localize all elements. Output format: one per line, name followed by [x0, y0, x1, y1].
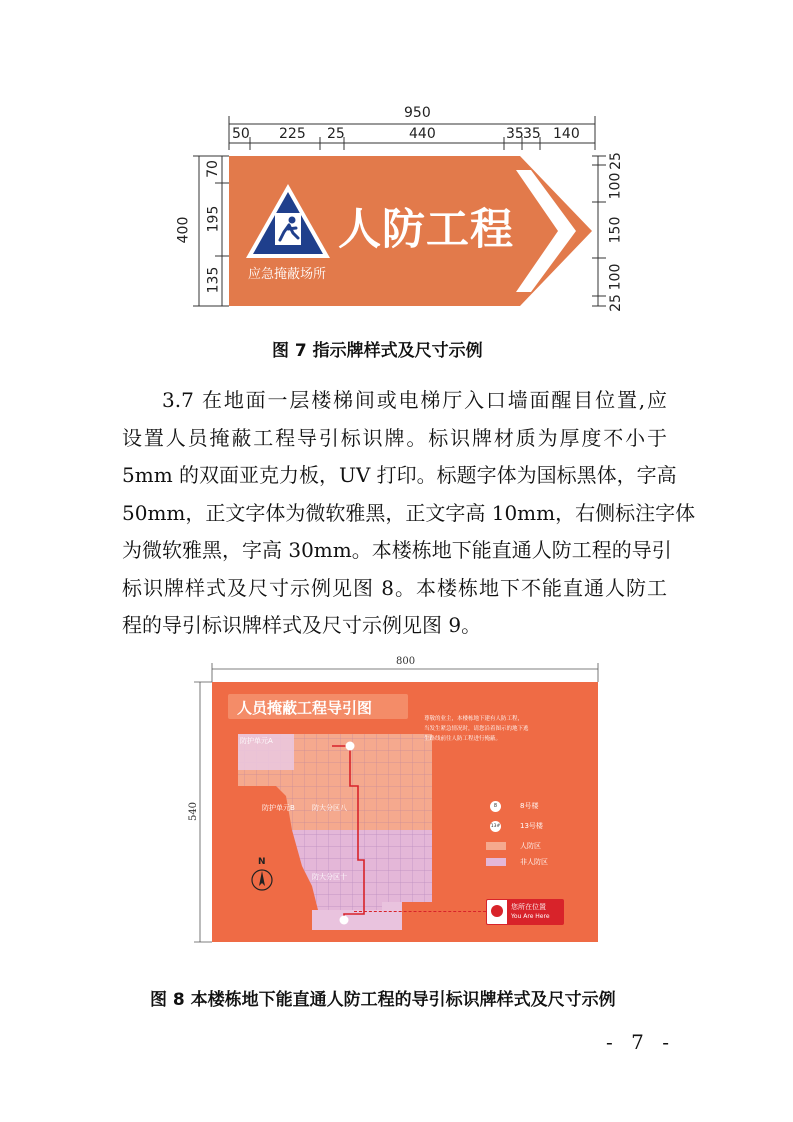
zone-label-1: 防护单元B [262, 804, 295, 812]
dim-right-1: 25 [607, 152, 624, 170]
legend-label-noncivil: 非人防区 [520, 858, 548, 866]
dim-top-6: 35 [523, 126, 541, 142]
dim-top-5: 35 [506, 126, 524, 142]
dim-top-4: 440 [409, 126, 436, 142]
dim-right-4: 100 [607, 263, 624, 291]
dim-top-7: 140 [553, 126, 580, 142]
badge-13-icon: 13# [490, 821, 501, 832]
paragraph-line-5: 为微软雅黑，字高 30mm。本楼栋地下能直通人防工程的导引 [122, 538, 672, 562]
paragraph-line-1: 3.7 在地面一层楼梯间或电梯厅入口墙面醒目位置,应 [162, 388, 667, 412]
dim-top-1: 50 [232, 126, 250, 142]
you-are-here-cn: 您所在位置 [511, 903, 546, 911]
dim-left-2: 195 [205, 205, 222, 233]
legend-item-8 [490, 800, 590, 820]
dim-right-2: 100 [607, 172, 624, 200]
north-label: N [258, 857, 266, 867]
paragraph-line-3: 5mm 的双面亚克力板，UV 打印。标题字体为国标黑体，字高 [122, 463, 677, 487]
zone-label-3: 防大分区十 [312, 873, 347, 881]
page-number: - 7 - [606, 1030, 675, 1054]
you-are-here-badge [486, 899, 564, 925]
sign-subtitle: 应急掩蔽场所 [248, 267, 327, 282]
paragraph-line-7: 程的导引标识牌样式及尺寸示例见图 9。 [122, 613, 482, 637]
paragraph-line-6: 标识牌样式及尺寸示例见图 8。本楼栋地下不能直通人防工 [122, 575, 667, 600]
you-are-here-leader [354, 911, 486, 912]
figure-7-caption: 图 7 指示牌样式及尺寸示例 [272, 341, 483, 361]
notice-line-2: 当发生紧急情况时，请您沿着图示的地下逃 [424, 726, 529, 732]
paragraph-line-4: 50mm，正文字体为微软雅黑，正文字高 10mm，右侧标注字体 [122, 500, 696, 525]
guide-notice [424, 714, 596, 744]
legend [490, 800, 590, 872]
zone-label-2: 防大分区八 [312, 804, 347, 812]
legend-item-noncivil [490, 856, 590, 872]
dim-top-3: 25 [327, 126, 345, 142]
floor-plan-map [232, 726, 442, 936]
sign-title: 人防工程 [338, 205, 514, 255]
guide-title-banner [228, 694, 408, 719]
paragraph-line-2: 设置人员掩蔽工程导引标识牌。标识牌材质为厚度不小于 [122, 425, 667, 450]
dim-right-3: 150 [607, 216, 624, 244]
dim-left-1: 70 [204, 160, 221, 178]
notice-line-3: 生路线前往人防工程进行掩蔽。 [424, 736, 502, 742]
legend-label-8: 8号楼 [520, 802, 539, 810]
swatch-noncivil-icon [486, 858, 506, 866]
notice-line-1: 尊敬的业主，本楼栋地下建有人防工程， [424, 716, 524, 722]
swatch-civil-icon [486, 842, 506, 850]
legend-item-civil [490, 840, 590, 856]
guide-title: 人员掩蔽工程导引图 [237, 699, 373, 717]
you-are-here-en: You Are Here [511, 913, 550, 920]
legend-item-13 [490, 820, 590, 840]
dim-height-540: 540 [188, 801, 200, 822]
dim-top-2: 225 [279, 126, 306, 142]
location-pin-icon [491, 905, 503, 917]
legend-label-13: 13号楼 [520, 822, 543, 830]
guide-board [212, 682, 598, 942]
zone-label-4: 防护单元A [240, 737, 273, 745]
dim-width-800: 800 [396, 656, 416, 667]
dim-left-total: 400 [175, 216, 192, 244]
figure-8-caption: 图 8 本楼栋地下能直通人防工程的导引标识牌样式及尺寸示例 [150, 990, 616, 1010]
compass-icon [250, 868, 274, 892]
dim-left-3: 135 [205, 266, 222, 294]
dim-total-width: 950 [404, 105, 431, 121]
legend-label-civil: 人防区 [520, 842, 541, 850]
dim-right-5: 25 [607, 294, 624, 312]
badge-8-icon: 8 [490, 801, 501, 812]
